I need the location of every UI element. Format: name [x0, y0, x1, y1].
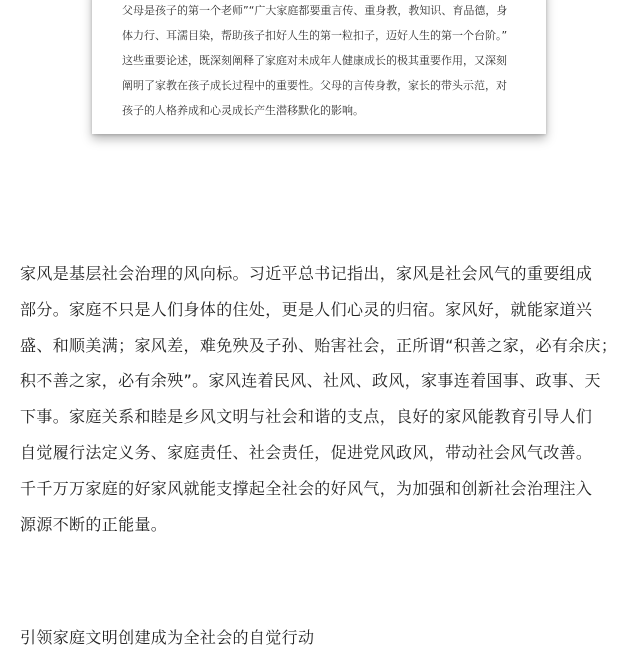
quote-line: 阐明了家教在孩子成长过程中的重要性。父母的言传身教，家长的带头示范，对	[122, 79, 507, 92]
article-paragraph	[20, 256, 624, 542]
section-heading: 引领家庭文明创建成为全社会的自觉行动	[20, 628, 315, 647]
paragraph-line: 源源不断的正能量。	[20, 514, 168, 534]
quote-card	[92, 0, 546, 134]
quote-line: 孩子的人格养成和心灵成长产生潜移默化的影响。	[122, 104, 364, 117]
paragraph-line: 盛、和顺美满；家风差，难免殃及子孙、贻害社会，正所谓“积善之家，必有余庆；	[20, 335, 618, 355]
paragraph-line: 下事。家庭关系和睦是乡风文明与社会和谐的支点，良好的家风能教育引导人们	[20, 407, 593, 427]
paragraph-line: 家风是基层社会治理的风向标。习近平总书记指出，家风是社会风气的重要组成	[20, 264, 593, 283]
quote-line: 这些重要论述，既深刻阐释了家庭对未成年人健康成长的极其重要作用，又深刻	[122, 54, 507, 67]
quote-paragraph	[122, 0, 514, 123]
quote-line: 父母是孩子的第一个老师”“广大家庭都要重言传、重身教，教知识、育品德，身	[122, 4, 508, 17]
paragraph-line: 积不善之家，必有余殃”。家风连着民风、社风、政风，家事连着国事、政事、天	[20, 371, 601, 391]
paragraph-line: 千千万万家庭的好家风就能支撑起全社会的好风气，为加强和创新社会治理注入	[20, 478, 593, 498]
paragraph-line: 自觉履行法定义务、家庭责任、社会责任，促进党风政风，带动社会风气改善。	[20, 442, 593, 462]
paragraph-line: 部分。家庭不只是人们身体的住处，更是人们心灵的归宿。家风好，就能家道兴	[20, 299, 593, 319]
quote-line: 体力行、耳濡目染，帮助孩子扣好人生的第一粒扣子，迈好人生的第一个台阶。”	[122, 29, 508, 42]
